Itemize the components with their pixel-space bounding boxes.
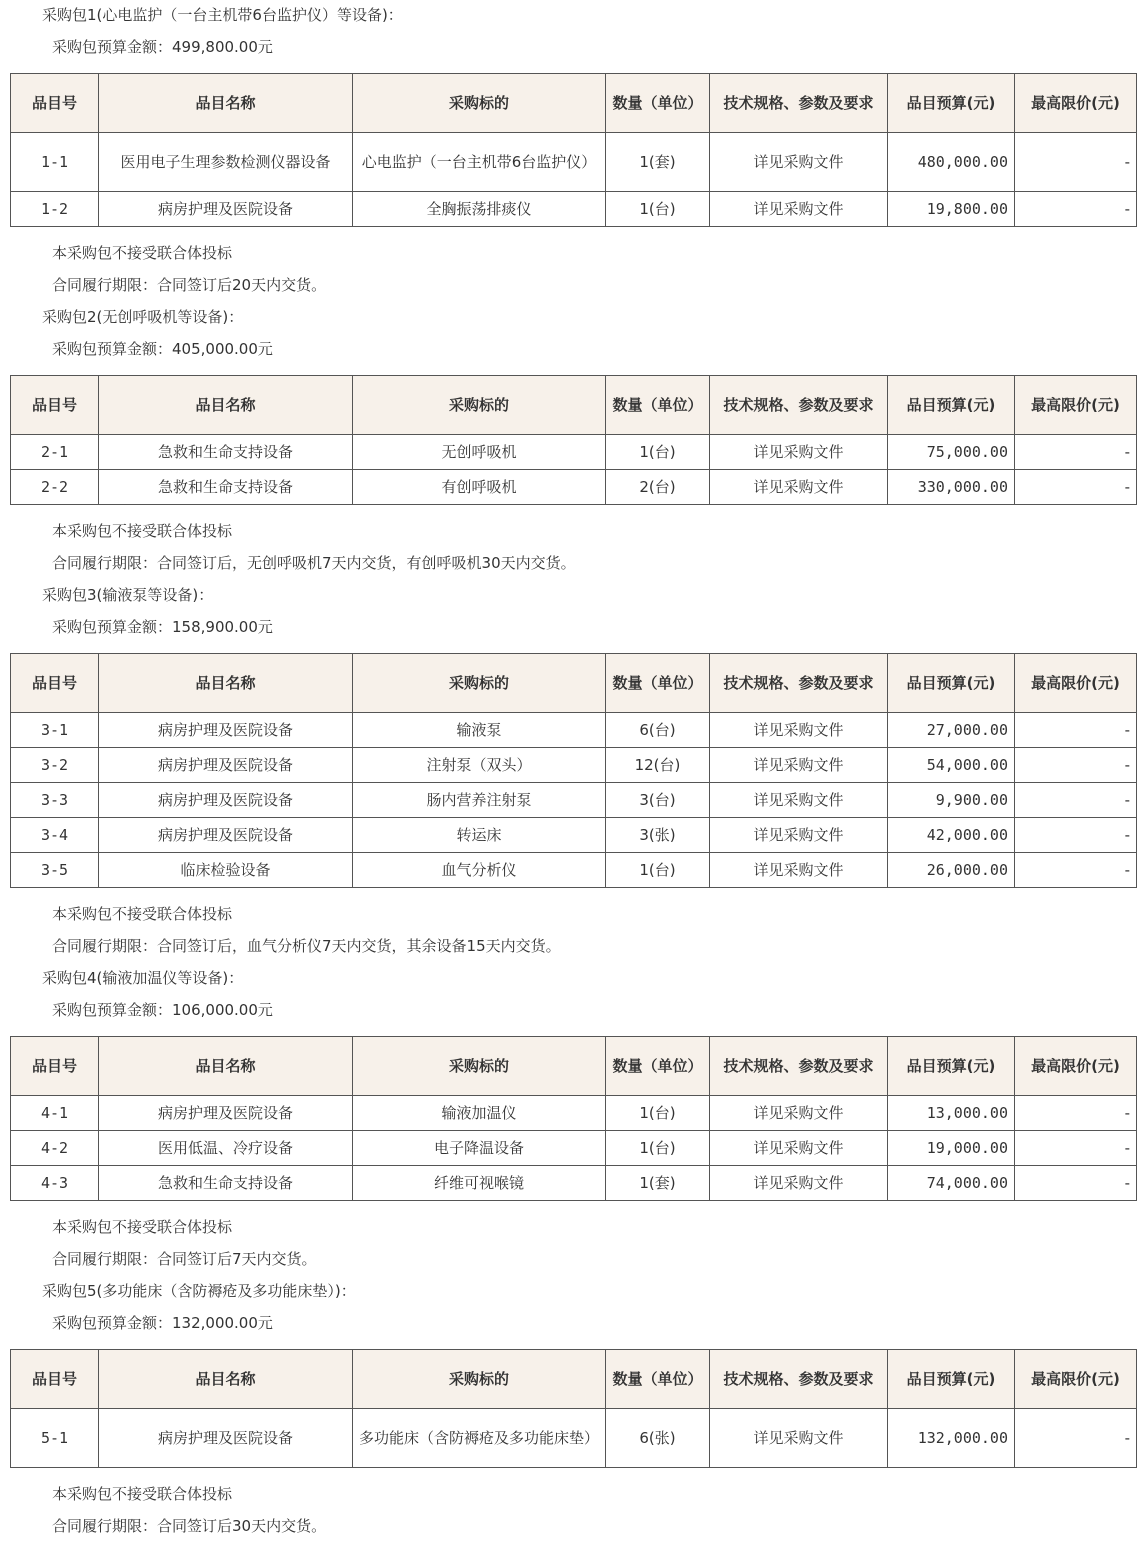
cell-name: 病房护理及医院设备 — [99, 748, 353, 783]
cell-budget: 42,000.00 — [888, 818, 1015, 853]
table-row — [11, 1166, 1137, 1201]
cell-qty: 1(台) — [606, 853, 710, 888]
cell-max: - — [1015, 713, 1137, 748]
package-title: 采购包4(输液加温仪等设备)： — [42, 969, 244, 987]
cell-budget: 26,000.00 — [888, 853, 1015, 888]
cell-max: - — [1015, 1131, 1137, 1166]
header-name: 品目名称 — [99, 74, 353, 133]
header-spec: 技术规格、参数及要求 — [710, 74, 888, 133]
cell-code: 1-1 — [11, 133, 99, 192]
cell-code: 1-2 — [11, 192, 99, 227]
cell-item: 肠内营养注射泵 — [353, 783, 606, 818]
cell-spec: 详见采购文件 — [710, 133, 888, 192]
package-table — [10, 653, 1137, 888]
cell-budget: 9,900.00 — [888, 783, 1015, 818]
cell-item: 输液泵 — [353, 713, 606, 748]
header-budget: 品目预算(元) — [888, 1350, 1015, 1409]
header-max: 最高限价(元) — [1015, 74, 1137, 133]
header-code: 品目号 — [11, 1037, 99, 1096]
package-table — [10, 375, 1137, 505]
package-note-consortium: 本采购包不接受联合体投标 — [52, 522, 233, 540]
package-budget: 采购包预算金额：106,000.00元 — [52, 1001, 273, 1019]
cell-qty: 3(张) — [606, 818, 710, 853]
cell-spec: 详见采购文件 — [710, 470, 888, 505]
header-budget: 品目预算(元) — [888, 74, 1015, 133]
cell-max: - — [1015, 818, 1137, 853]
header-qty: 数量（单位） — [606, 1037, 710, 1096]
package-note-consortium: 本采购包不接受联合体投标 — [52, 1218, 233, 1236]
cell-code: 4-1 — [11, 1096, 99, 1131]
cell-budget: 75,000.00 — [888, 435, 1015, 470]
package-note-deadline: 合同履行期限：合同签订后30天内交货。 — [52, 1517, 327, 1535]
header-item: 采购标的 — [353, 654, 606, 713]
package-budget: 采购包预算金额：499,800.00元 — [52, 38, 273, 56]
cell-qty: 1(套) — [606, 1166, 710, 1201]
package-table — [10, 1036, 1137, 1201]
header-code: 品目号 — [11, 376, 99, 435]
cell-max: - — [1015, 435, 1137, 470]
cell-qty: 1(台) — [606, 192, 710, 227]
cell-spec: 详见采购文件 — [710, 1409, 888, 1468]
header-qty: 数量（单位） — [606, 74, 710, 133]
cell-budget: 27,000.00 — [888, 713, 1015, 748]
package-note-consortium: 本采购包不接受联合体投标 — [52, 905, 233, 923]
cell-spec: 详见采购文件 — [710, 748, 888, 783]
table-row — [11, 818, 1137, 853]
cell-spec: 详见采购文件 — [710, 1096, 888, 1131]
cell-max: - — [1015, 783, 1137, 818]
cell-qty: 1(套) — [606, 133, 710, 192]
cell-spec: 详见采购文件 — [710, 713, 888, 748]
table-row — [11, 133, 1137, 192]
cell-qty: 1(台) — [606, 1131, 710, 1166]
package-budget: 采购包预算金额：158,900.00元 — [52, 618, 273, 636]
cell-spec: 详见采购文件 — [710, 192, 888, 227]
header-code: 品目号 — [11, 74, 99, 133]
cell-code: 3-3 — [11, 783, 99, 818]
cell-code: 5-1 — [11, 1409, 99, 1468]
header-name: 品目名称 — [99, 1350, 353, 1409]
cell-name: 病房护理及医院设备 — [99, 818, 353, 853]
package-note-deadline: 合同履行期限：合同签订后20天内交货。 — [52, 276, 327, 294]
cell-name: 医用低温、冷疗设备 — [99, 1131, 353, 1166]
header-max: 最高限价(元) — [1015, 1350, 1137, 1409]
cell-code: 3-1 — [11, 713, 99, 748]
cell-code: 3-5 — [11, 853, 99, 888]
header-budget: 品目预算(元) — [888, 654, 1015, 713]
cell-budget: 54,000.00 — [888, 748, 1015, 783]
header-budget: 品目预算(元) — [888, 376, 1015, 435]
header-name: 品目名称 — [99, 376, 353, 435]
header-name: 品目名称 — [99, 1037, 353, 1096]
cell-name: 病房护理及医院设备 — [99, 783, 353, 818]
package-title: 采购包2(无创呼吸机等设备)： — [42, 308, 244, 326]
cell-spec: 详见采购文件 — [710, 783, 888, 818]
cell-name: 急救和生命支持设备 — [99, 470, 353, 505]
cell-spec: 详见采购文件 — [710, 818, 888, 853]
cell-item: 纤维可视喉镜 — [353, 1166, 606, 1201]
cell-code: 3-4 — [11, 818, 99, 853]
cell-budget: 330,000.00 — [888, 470, 1015, 505]
header-item: 采购标的 — [353, 376, 606, 435]
table-row — [11, 748, 1137, 783]
table-row — [11, 1096, 1137, 1131]
header-qty: 数量（单位） — [606, 1350, 710, 1409]
cell-budget: 13,000.00 — [888, 1096, 1015, 1131]
package-note-deadline: 合同履行期限：合同签订后，无创呼吸机7天内交货，有创呼吸机30天内交货。 — [52, 554, 576, 572]
cell-item: 电子降温设备 — [353, 1131, 606, 1166]
header-name: 品目名称 — [99, 654, 353, 713]
cell-code: 4-2 — [11, 1131, 99, 1166]
package-title: 采购包5(多功能床（含防褥疮及多功能床垫）)： — [42, 1282, 356, 1300]
cell-spec: 详见采购文件 — [710, 853, 888, 888]
header-qty: 数量（单位） — [606, 654, 710, 713]
cell-qty: 12(台) — [606, 748, 710, 783]
cell-max: - — [1015, 748, 1137, 783]
cell-item: 有创呼吸机 — [353, 470, 606, 505]
cell-name: 病房护理及医院设备 — [99, 713, 353, 748]
cell-max: - — [1015, 1096, 1137, 1131]
package-budget: 采购包预算金额：405,000.00元 — [52, 340, 273, 358]
cell-qty: 6(台) — [606, 713, 710, 748]
package-title: 采购包3(输液泵等设备)： — [42, 586, 214, 604]
cell-name: 临床检验设备 — [99, 853, 353, 888]
package-note-deadline: 合同履行期限：合同签订后，血气分析仪7天内交货，其余设备15天内交货。 — [52, 937, 561, 955]
package-title: 采购包1(心电监护（一台主机带6台监护仪）等设备)： — [42, 6, 403, 24]
cell-item: 输液加温仪 — [353, 1096, 606, 1131]
cell-qty: 1(台) — [606, 1096, 710, 1131]
header-code: 品目号 — [11, 654, 99, 713]
cell-item: 心电监护（一台主机带6台监护仪） — [353, 133, 606, 192]
table-row — [11, 713, 1137, 748]
table-row — [11, 783, 1137, 818]
cell-qty: 6(张) — [606, 1409, 710, 1468]
header-item: 采购标的 — [353, 1350, 606, 1409]
cell-spec: 详见采购文件 — [710, 435, 888, 470]
package-note-consortium: 本采购包不接受联合体投标 — [52, 244, 233, 262]
cell-max: - — [1015, 133, 1137, 192]
cell-spec: 详见采购文件 — [710, 1131, 888, 1166]
package-note-deadline: 合同履行期限：合同签订后7天内交货。 — [52, 1250, 317, 1268]
package-table — [10, 1349, 1137, 1468]
table-row — [11, 435, 1137, 470]
header-max: 最高限价(元) — [1015, 1037, 1137, 1096]
cell-max: - — [1015, 192, 1137, 227]
cell-item: 无创呼吸机 — [353, 435, 606, 470]
header-qty: 数量（单位） — [606, 376, 710, 435]
cell-budget: 19,800.00 — [888, 192, 1015, 227]
cell-budget: 480,000.00 — [888, 133, 1015, 192]
header-code: 品目号 — [11, 1350, 99, 1409]
cell-code: 3-2 — [11, 748, 99, 783]
header-item: 采购标的 — [353, 1037, 606, 1096]
cell-name: 急救和生命支持设备 — [99, 1166, 353, 1201]
cell-qty: 1(台) — [606, 435, 710, 470]
header-spec: 技术规格、参数及要求 — [710, 654, 888, 713]
package-table — [10, 73, 1137, 227]
cell-code: 2-1 — [11, 435, 99, 470]
cell-max: - — [1015, 470, 1137, 505]
header-spec: 技术规格、参数及要求 — [710, 1037, 888, 1096]
cell-item: 血气分析仪 — [353, 853, 606, 888]
cell-name: 病房护理及医院设备 — [99, 192, 353, 227]
cell-spec: 详见采购文件 — [710, 1166, 888, 1201]
table-row — [11, 470, 1137, 505]
cell-qty: 3(台) — [606, 783, 710, 818]
cell-max: - — [1015, 1409, 1137, 1468]
cell-max: - — [1015, 1166, 1137, 1201]
cell-name: 医用电子生理参数检测仪器设备 — [99, 133, 353, 192]
cell-code: 4-3 — [11, 1166, 99, 1201]
header-spec: 技术规格、参数及要求 — [710, 1350, 888, 1409]
cell-budget: 19,000.00 — [888, 1131, 1015, 1166]
cell-name: 病房护理及医院设备 — [99, 1409, 353, 1468]
header-spec: 技术规格、参数及要求 — [710, 376, 888, 435]
header-budget: 品目预算(元) — [888, 1037, 1015, 1096]
cell-item: 注射泵（双头） — [353, 748, 606, 783]
header-max: 最高限价(元) — [1015, 654, 1137, 713]
cell-budget: 132,000.00 — [888, 1409, 1015, 1468]
cell-item: 多功能床（含防褥疮及多功能床垫） — [353, 1409, 606, 1468]
package-note-consortium: 本采购包不接受联合体投标 — [52, 1485, 233, 1503]
header-item: 采购标的 — [353, 74, 606, 133]
table-row — [11, 192, 1137, 227]
cell-max: - — [1015, 853, 1137, 888]
cell-qty: 2(台) — [606, 470, 710, 505]
cell-budget: 74,000.00 — [888, 1166, 1015, 1201]
cell-item: 全胸振荡排痰仪 — [353, 192, 606, 227]
package-budget: 采购包预算金额：132,000.00元 — [52, 1314, 273, 1332]
cell-name: 病房护理及医院设备 — [99, 1096, 353, 1131]
cell-item: 转运床 — [353, 818, 606, 853]
header-max: 最高限价(元) — [1015, 376, 1137, 435]
table-row — [11, 1409, 1137, 1468]
cell-code: 2-2 — [11, 470, 99, 505]
table-row — [11, 853, 1137, 888]
cell-name: 急救和生命支持设备 — [99, 435, 353, 470]
table-row — [11, 1131, 1137, 1166]
